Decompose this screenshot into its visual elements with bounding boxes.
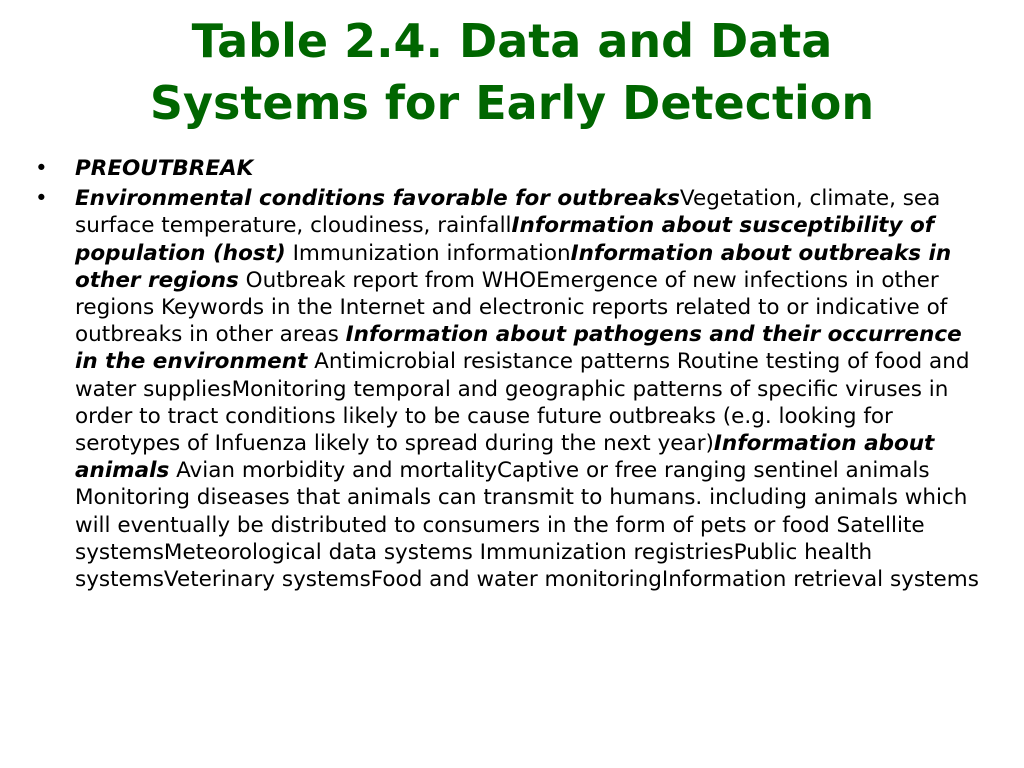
heading-pathogens-environment: Information about pathogens and their occurrence in the environment (75, 322, 962, 375)
bullet-icon: • (35, 186, 48, 212)
heading-animals: Information about animals (75, 431, 935, 484)
bullet-list (30, 155, 980, 596)
bullet-item-preoutbreak (30, 155, 980, 182)
heading-host-susceptibility: Information about susceptibility of population (host) (75, 213, 935, 266)
text-animal-items: Avian morbidity and mortalityCaptive or free ranging sentinel animals Monitoring diseases that animals can transmit to humans. including animals which will eventually be distributed to consumers in the form of pets or food Satellite systemsMeteorological data systems Immunization registriesPublic health systemsVeterinary systemsFood and water monitoringInformation retrieval systems (75, 458, 979, 593)
title-line-1: Table 2.4. Data and Data (191, 14, 833, 68)
text-outbreak-items: Outbreak report from WHOEmergence of new infections in other regions Keywords in the Internet and electronic reports related to or indicative of outbreaks in other areas (75, 267, 948, 348)
text-pathogen-items: Antimicrobial resistance patterns Routine testing of food and water suppliesMonitoring temporal and geographic patterns of specific viruses in order to tract conditions likely to be cause future outbreaks (e.g. looking for serotypes of Infuenza likely to spread during the next year) (75, 349, 970, 457)
bullet-heading: PREOUTBREAK (75, 156, 254, 181)
title-line-2: Systems for Early Detection (149, 76, 875, 130)
bullet-item-data-systems (30, 185, 980, 593)
text-environmental-items: Vegetation, climate, sea surface temperature, cloudiness, rainfall (75, 186, 941, 239)
heading-outbreaks-other-regions: Information about outbreaks in other regions (75, 240, 952, 293)
heading-environmental-conditions: Environmental conditions favorable for outbreaks (75, 186, 680, 212)
slide-title (20, 10, 1004, 134)
bullet-icon: • (35, 156, 48, 181)
text-host-items: Immunization information (285, 240, 571, 266)
